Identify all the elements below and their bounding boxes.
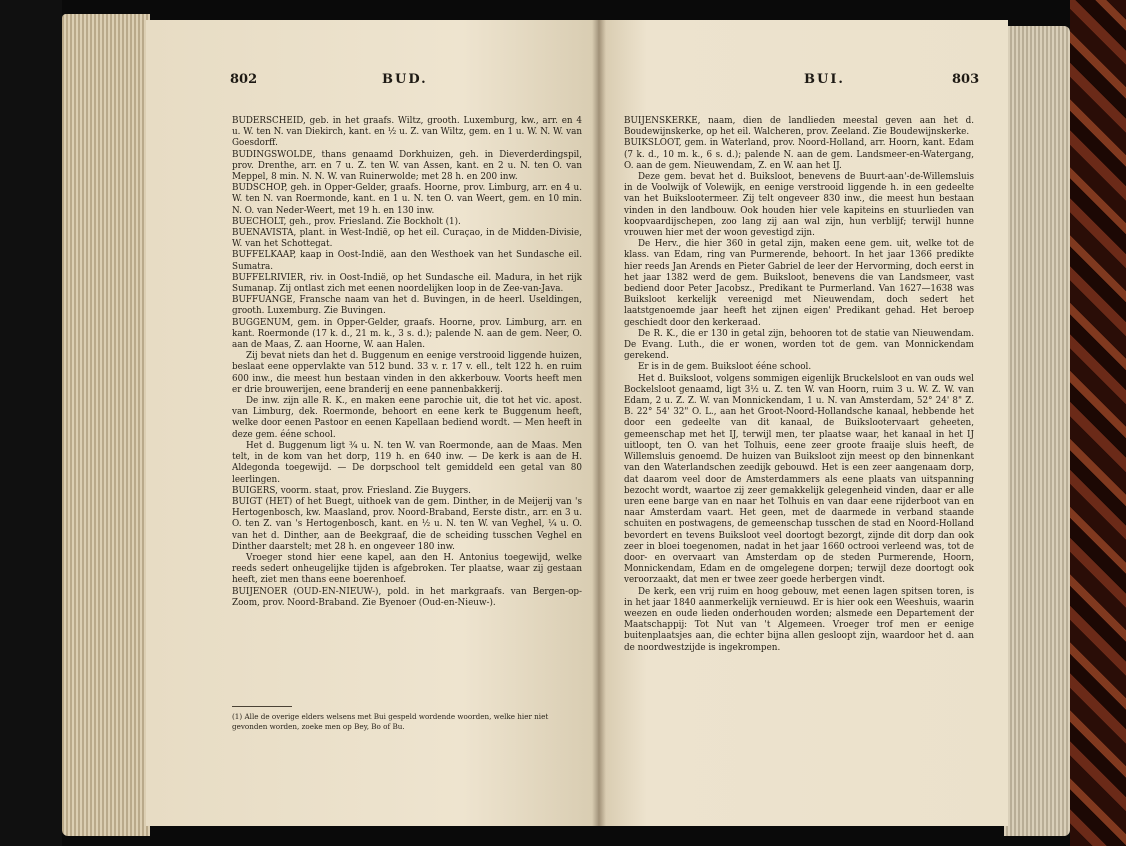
dictionary-entry: BUIJENSKERKE, naam, dien de landlieden meestal geven aan het d. Boudewijnskerke, op het eil. Walcheren, prov. Zeeland. Zie Boudewijnskerke. (624, 116, 974, 138)
dictionary-entry: BUFFELKAAP, kaap in Oost-Indië, aan den Westhoek van het Sundasche eil. Sumatra. (232, 250, 582, 272)
page-number: 803 (952, 72, 980, 87)
entry-paragraph: Vroeger stond hier eene kapel, aan den H. Antonius toegewijd, welke reeds sedert onheugelijke tijden is afgebroken. Ter plaatse, waar zij gestaan heeft, ziet men thans eene boerenhoef. (232, 552, 582, 586)
entry-paragraph: De inw. zijn alle R. K., en maken eene parochie uit, die tot het vic. apost. van Limburg, dek. Roermonde, behoort en eene kerk te Buggenum heeft, welke door eenen Pastoor en eenen Kapellaan bediend wordt. — Men heeft in deze gem. ééne school. (232, 396, 582, 440)
entry-paragraph: Zij bevat niets dan het d. Buggenum en eenige verstrooid liggende huizen, beslaat eene oppervlakte van 512 bund. 33 v. r. 17 v. ell., telt 122 h. en ruim 600 inw., die meest hun bestaan vinden in den akkerbouw. Voorts heeft men er drie brouwerijen, eene branderij en eene pannenbakkerij. (232, 351, 582, 395)
dictionary-entry: BUFFELRIVIER, riv. in Oost-Indië, op het Sundasche eil. Madura, in het rijk Sumanap. Zij ontlast zich met eenen noordelijken loop in de Zee-van-Java. (232, 272, 582, 295)
dictionary-entry: BUDINGSWOLDE, thans genaamd Dorkhuizen, geh. in Dieverderdingspil, prov. Drenthe, arr. en 7 u. Z. ten W. van Assen, kant. en 2 u. N. ten O. van Meppel, 8 min. N. N. W. van Ruinerwolde; met 28 h. en 200 inw. (232, 149, 582, 183)
right-page-body (624, 116, 974, 654)
dictionary-entry: BUIGT (HET) of het Buegt, uithoek van de gem. Dinther, in de Meijerij van 's Hertogenbosch, kw. Maasland, prov. Noord-Braband, Eerste distr., arr. en 3 u. O. ten Z. van 's Hertogenbosch, kant. en ½ u. N. ten W. van Veghel, ¼ u. O. van het d. Dinther, aan de Beekgraaf, die de scheiding tusschen Veghel en Dinther daarstelt; met 28 h. en ongeveer 180 inw. (232, 496, 582, 552)
left-page-body (232, 116, 582, 609)
entry-paragraph: De kerk, een vrij ruim en hoog gebouw, met eenen lagen spitsen toren, is in het jaar 1840 aanmerkelijk vernieuwd. Er is hier ook een Weeshuis, waarin weezen en oude lieden onderhouden worden; alsmede een Departement der Maatschappij: Tot Nut van 't Algemeen. Vroeger trof men er eenige buitenplaatsjes aan, die echter bijna allen gesloopt zijn, waardoor het d. aan de noordwestzijde is ingekrompen. (624, 586, 974, 653)
page-number: 802 (230, 72, 258, 87)
running-head: BUD. (382, 72, 428, 87)
running-head: BUI. (804, 72, 845, 87)
left-page-header (230, 72, 582, 90)
entry-paragraph: De R. K., die er 130 in getal zijn, behooren tot de statie van Nieuwendam. De Evang. Luth., die er wonen, worden tot de gem. van Monnickendam gerekend. (624, 328, 974, 362)
entry-paragraph: Deze gem. bevat het d. Buiksloot, benevens de Buurt-aan'-de-Willemsluis in de Voolwijk of Volewijk, en eenige verstrooid liggende h. in een gedeelte van het Buikslootermeer. Zij telt ongeveer 830 inw., die meest hun bestaan vinden in den landbouw. Ook houden hier vele kapiteins en stuurlieden van koopvaardijschepen, zoo lang zij aan wal zijn, hun verblijf; terwijl hunne vrouwen hier met der woon gevestigd zijn. (624, 172, 974, 239)
dictionary-entry: BUGGENUM, gem. in Opper-Gelder, graafs. Hoorne, prov. Limburg, arr. en kant. Roermonde (17 k. d., 21 m. k., 3 s. d.); palende N. aan de gem. Neer, O. aan de Maas, Z. aan Hoorne, W. aan Halen. (232, 317, 582, 351)
book-gutter (592, 20, 606, 826)
entry-paragraph: Het d. Buiksloot, volgens sommigen eigenlijk Bruckelsloot en van ouds wel Bockelsloot genaamd, ligt 3½ u. Z. ten W. van Hoorn, ruim 3 u. W. Z. W. van Edam, 2 u. Z. Z. W. van Monnickendam, 1 u. N. van Amsterdam, 52° 24' 8" Z. B. 22° 54' 32" O. L., aan het Groot-Noord-Hollandsche kanaal, hebbende het door een gedeelte van dit kanaal, de Buikslootervaart geheeten, gemeenschap met het IJ, terwijl men, ter plaatse waar, het kanaal in het IJ uitloopt, ten O. van het Tolhuis, eene zeer groote fraaije sluis heeft, de Willemsluis genoemd. De huizen van Buiksloot zijn meest op den binnenkant van den Waterlandschen zeedijk gebouwd. Het is een zeer aangenaam dorp, dat daarom veel door de Amsterdammers als eene plaats van uitspanning bezocht wordt, waartoe zij zeer gemakkelijk gelegenheid vinden, daar er alle uren eene barge van en naar het Tolhuis en van daar eene rijderboot van en naar Amsterdam vaart. Het geen, met de daarmede in verband staande schuiten en postwagens, de gemeenschap tusschen de stad en Noord-Holland bevordert en tevens Buiksloot veel doortogt bezorgt, zijnde dit dorp dan ook zeer in bloei toegenomen, nadat in het jaar 1660 octrooi verleend was, tot de door- en overvaart van Amsterdam op de steden Purmerende, Hoorn, Monnickendam, Edam en de omgelegene dorpen; terwijl deze doortogt ook veroorzaakt, dat men er twee zeer goede herbergen vindt. (624, 373, 974, 586)
dictionary-entry: BUFFUANGE, Fransche naam van het d. Buvingen, in de heerl. Useldingen, grooth. Luxemburg. Zie Buvingen. (232, 295, 582, 317)
footnote-rule (232, 706, 292, 707)
dictionary-entry: BUIJENOER (OUD-EN-NIEUW-), pold. in het markgraafs. van Bergen-op-Zoom, prov. Noord-Braband. Zie Byenoer (Oud-en-Nieuw-). (232, 586, 582, 608)
dictionary-entry: BUENAVISTA, plant. in West-Indië, op het eil. Curaçao, in de Midden-Divisie, W. van het Schottegat. (232, 228, 582, 250)
dictionary-entry: BUIGERS, voorm. staat, prov. Friesland. Zie Buygers. (232, 485, 471, 496)
page-edges-right (1004, 26, 1070, 836)
entry-paragraph: Het d. Buggenum ligt ¾ u. N. ten W. van Roermonde, aan de Maas. Men telt, in de kom van het dorp, 119 h. en 640 inw. — De kerk is aan de H. Aldegonda toegewijd. — De dorpschool telt gemiddeld een getal van 80 leerlingen. (232, 440, 582, 485)
right-page (598, 20, 1008, 826)
book-cover-right (1070, 0, 1126, 846)
left-page (146, 20, 598, 826)
entry-paragraph: De Herv., die hier 360 in getal zijn, maken eene gem. uit, welke tot de klass. van Edam, ring van Purmerende, behoort. In het jaar 1366 predikte hier reeds Jan Arends en Pieter Gabriel de leer der Hervorming, doch eerst in het jaar 1382 werd de gem. Buiksloot, benevens die van Landsmeer, vast bediend door Peter Jacobsz., Predikant te Purmerland. Van 1627—1638 was Buiksloot kerkelijk vereenigd met Nieuwendam, doch sedert het laatstgenoemde jaar heeft het zijnen eigen' Predikant gehad. Het beroep geschiedt door den kerkeraad. (624, 239, 974, 328)
entry-paragraph: Er is in de gem. Buiksloot ééne school. (638, 362, 812, 373)
dictionary-entry: BUIKSLOOT, gem. in Waterland, prov. Noord-Holland, arr. Hoorn, kant. Edam (7 k. d., 10 m. k., 6 s. d.); palende N. aan de gem. Landsmeer-en-Watergang, O. aan de gem. Nieuwendam, Z. en W. aan het IJ. (624, 138, 974, 171)
dictionary-entry: BUDERSCHEID, geb. in het graafs. Wiltz, grooth. Luxemburg, kw., arr. en 4 u. W. ten N. van Diekirch, kant. en ½ u. Z. van Wiltz, gem. en 1 u. W. N. W. van Goesdorff. (232, 116, 582, 149)
page-edges-left (62, 14, 150, 836)
dictionary-entry: BUECHOLT, geh., prov. Friesland. Zie Bockholt (1). (232, 216, 461, 227)
dictionary-entry: BUDSCHOP, geh. in Opper-Gelder, graafs. Hoorne, prov. Limburg, arr. en 4 u. W. ten N. van Roermonde, kant. en 1 u. N. ten O. van Weert, gem. en 10 min. N. O. van Neder-Weert, met 19 h. en 130 inw. (232, 183, 582, 216)
right-page-header (622, 72, 980, 90)
book-cover-left (0, 0, 62, 846)
footnote: (1) Alle de overige elders welsens met Bui gespeld wordende woorden, welke hier niet gevonden worden, zoeke men op Bey, Bo of Bu. (232, 712, 549, 731)
